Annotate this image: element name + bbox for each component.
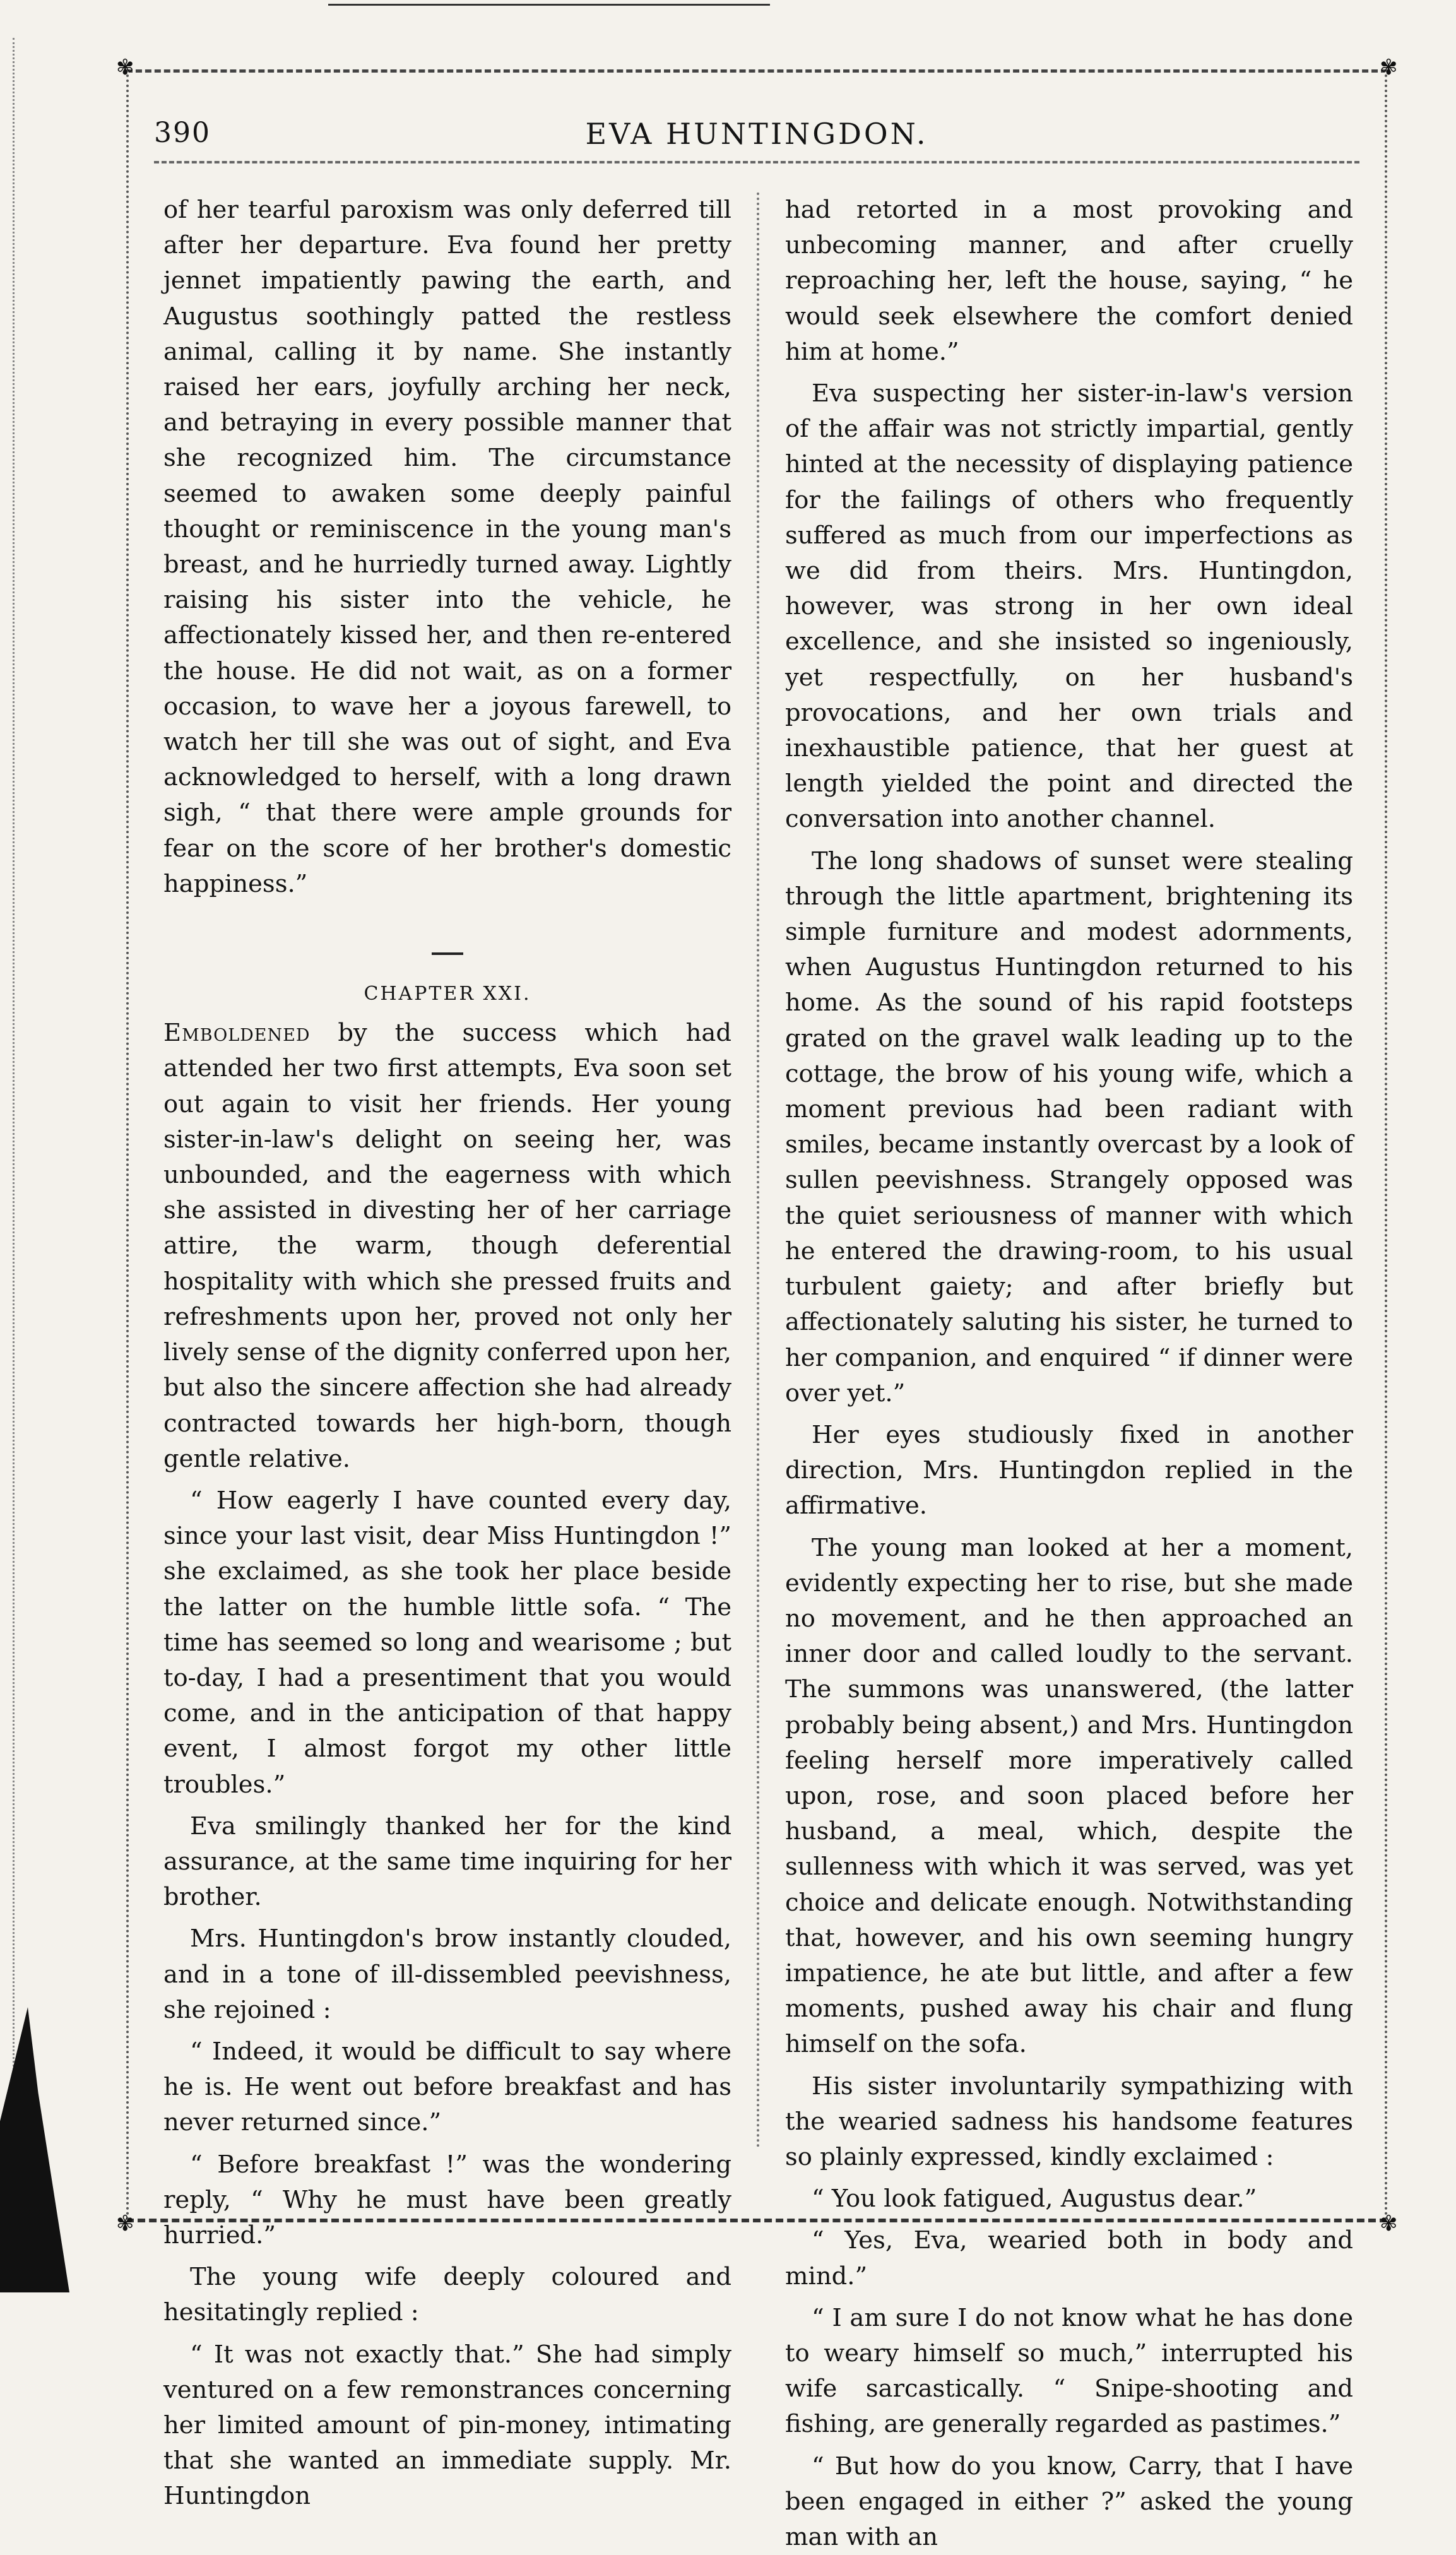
margin-dots bbox=[13, 38, 90, 2184]
chapter-heading: CHAPTER XXI. bbox=[364, 983, 531, 1005]
top-rule bbox=[328, 4, 770, 6]
ornament-icon: ✾ bbox=[116, 2211, 134, 2236]
paragraph: “ Before breakfast !” was the wondering reply, “ Why he must have been greatly hurried.” bbox=[163, 2150, 731, 2250]
paragraph: had retorted in a most provoking and unbecoming manner, and after cruelly reproaching her, left the house, saying, “ he would seek elsewhere the comfort denied him at home.” bbox=[785, 196, 1353, 366]
paragraph: “ Yes, Eva, wearied both in body and mind.” bbox=[785, 2226, 1353, 2291]
paragraph: “ It was not exactly that.” She had simply ventured on a few remonstrances concerning her limited amount of pin-money, intimating that she wanted an immediate supply. Mr. Huntingdon bbox=[163, 2340, 731, 2511]
column-divider bbox=[757, 193, 759, 2149]
paragraph: “ Indeed, it would be difficult to say where he is. He went out before breakfast and has never returned since.” bbox=[163, 2037, 731, 2137]
section-divider bbox=[432, 952, 463, 955]
paragraph: Mrs. Huntingdon's brow instantly clouded, and in a tone of ill-dissembled peevishness, she rejoined : bbox=[163, 1924, 731, 2024]
paragraph: Eva smilingly thanked her for the kind assurance, at the same time inquiring for her brother. bbox=[163, 1811, 731, 1912]
ornament-icon: ✾ bbox=[1380, 55, 1398, 80]
paragraph: “ But how do you know, Carry, that I have been engaged in either ?” asked the young man with an bbox=[785, 2451, 1353, 2551]
paragraph: of her tearful paroxism was only deferred till after her departure. Eva found her pretty jennet impatiently pawing the earth, and Augustus soothingly patted the restless animal, calling it by name. She instantly raised her ears, joyfully arching her neck, and betraying in every possible manner that she recognized him. The circumstance seemed to awaken some deeply painful thought or reminiscence in the young man's breast, and he hurriedly turned away. Lightly raising his sister into the vehicle, he affectionately kissed her, and then re-entered the house. He did not wait, as on a former occasion, to wave her a joyous farewell, to watch her till she was out of sight, and Eva acknowledged to herself, with a long drawn sigh, “ that there were ample grounds for fear on the score of her brother's domestic happiness.” bbox=[163, 196, 731, 898]
page bbox=[116, 55, 1398, 2551]
page-header bbox=[154, 117, 1359, 163]
paragraph: “ You look fatigued, Augustus dear.” bbox=[812, 2184, 1257, 2214]
paragraph: The long shadows of sunset were stealing through the little apartment, brightening its simple furniture and modest adornments, when Augustus Huntingdon returned to his home. As the sound of his rapid footsteps grated on the gravel walk leading up to the cottage, the brow of his young wife, which a moment previous had been radiant with smiles, became instantly overcast by a look of sullen peevishness. Strangely opposed was the quiet seriousness of manner with which he entered the drawing-room, to his usual turbulent gaiety; and after briefly but affectionately saluting his sister, he turned to her companion, and enquired “ if dinner were over yet.” bbox=[785, 846, 1353, 1408]
paragraph: Her eyes studiously fixed in another direction, Mrs. Huntingdon replied in the affirmative. bbox=[785, 1420, 1353, 1521]
paragraph: The young man looked at her a moment, evidently expecting her to rise, but she made no movement, and he then approached an inner door and called loudly to the servant. The summons was unanswered, (the latter probably being absent,) and Mrs. Huntingdon feeling herself more imperatively called upon, rose, and soon placed before her husband, a meal, which, despite the sullenness with which it was served, was yet choice and delicate enough. Notwithstanding that, however, and his own seeming hungry impatience, he ate but little, and after a few moments, pushed away his chair and flung himself on the sofa. bbox=[785, 1533, 1353, 2059]
ornament-icon: ✾ bbox=[1380, 2211, 1398, 2236]
page-number: 390 bbox=[154, 117, 211, 149]
paragraph: Eva suspecting her sister-in-law's version of the affair was not strictly impartial, gently hinted at the necessity of displaying patience for the failings of others who frequently suffered as much from our imperfections as we did from theirs. Mrs. Huntingdon, however, was strong in her own ideal excellence, and she insisted so ingeniously, yet respectfully, on her husband's provocations, and her own trials and inexhaustible patience, that her guest at length yielded the point and directed the conversation into another channel. bbox=[785, 379, 1353, 834]
running-title: EVA HUNTINGDON. bbox=[585, 117, 928, 151]
paragraph-text: by the success which had attended her two first attempts, Eva soon set out again to visit her friends. Her young sister-in-law's delight on seeing her, was unbounded, and the eagerness with which she assisted in divesting her of her carriage attire, the warm, though deferential hospitality with which she pressed fruits and refreshments upon her, proved not only her lively sense of the dignity conferred upon her, but also the sincere affection she had already contracted towards her high-born, though gentle relative. bbox=[163, 1019, 731, 1473]
left-column bbox=[163, 193, 731, 2515]
paragraph: “ How eagerly I have counted every day, since your last visit, dear Miss Huntingdon !” she exclaimed, as she took her place beside the latter on the humble little sofa. “ The time has seemed so long and wearisome ; but to-day, I had a presentiment that you would come, and in the anticipation of that happy event, I almost forgot my other little troubles.” bbox=[163, 1486, 731, 1799]
lead-word: Emboldened bbox=[163, 1019, 311, 1048]
paragraph bbox=[163, 1016, 731, 1477]
paragraph: “ I am sure I do not know what he has done to weary himself so much,” interrupted his wife sarcastically. “ Snipe-shooting and fishing, are generally regarded as pastimes.” bbox=[785, 2303, 1353, 2439]
paragraph: The young wife deeply coloured and hesitatingly replied : bbox=[163, 2263, 731, 2327]
paragraph: His sister involuntarily sympathizing with the wearied sadness his handsome features so plainly expressed, kindly exclaimed : bbox=[785, 2072, 1353, 2171]
right-column bbox=[785, 193, 1353, 2555]
ornament-icon: ✾ bbox=[116, 55, 134, 80]
